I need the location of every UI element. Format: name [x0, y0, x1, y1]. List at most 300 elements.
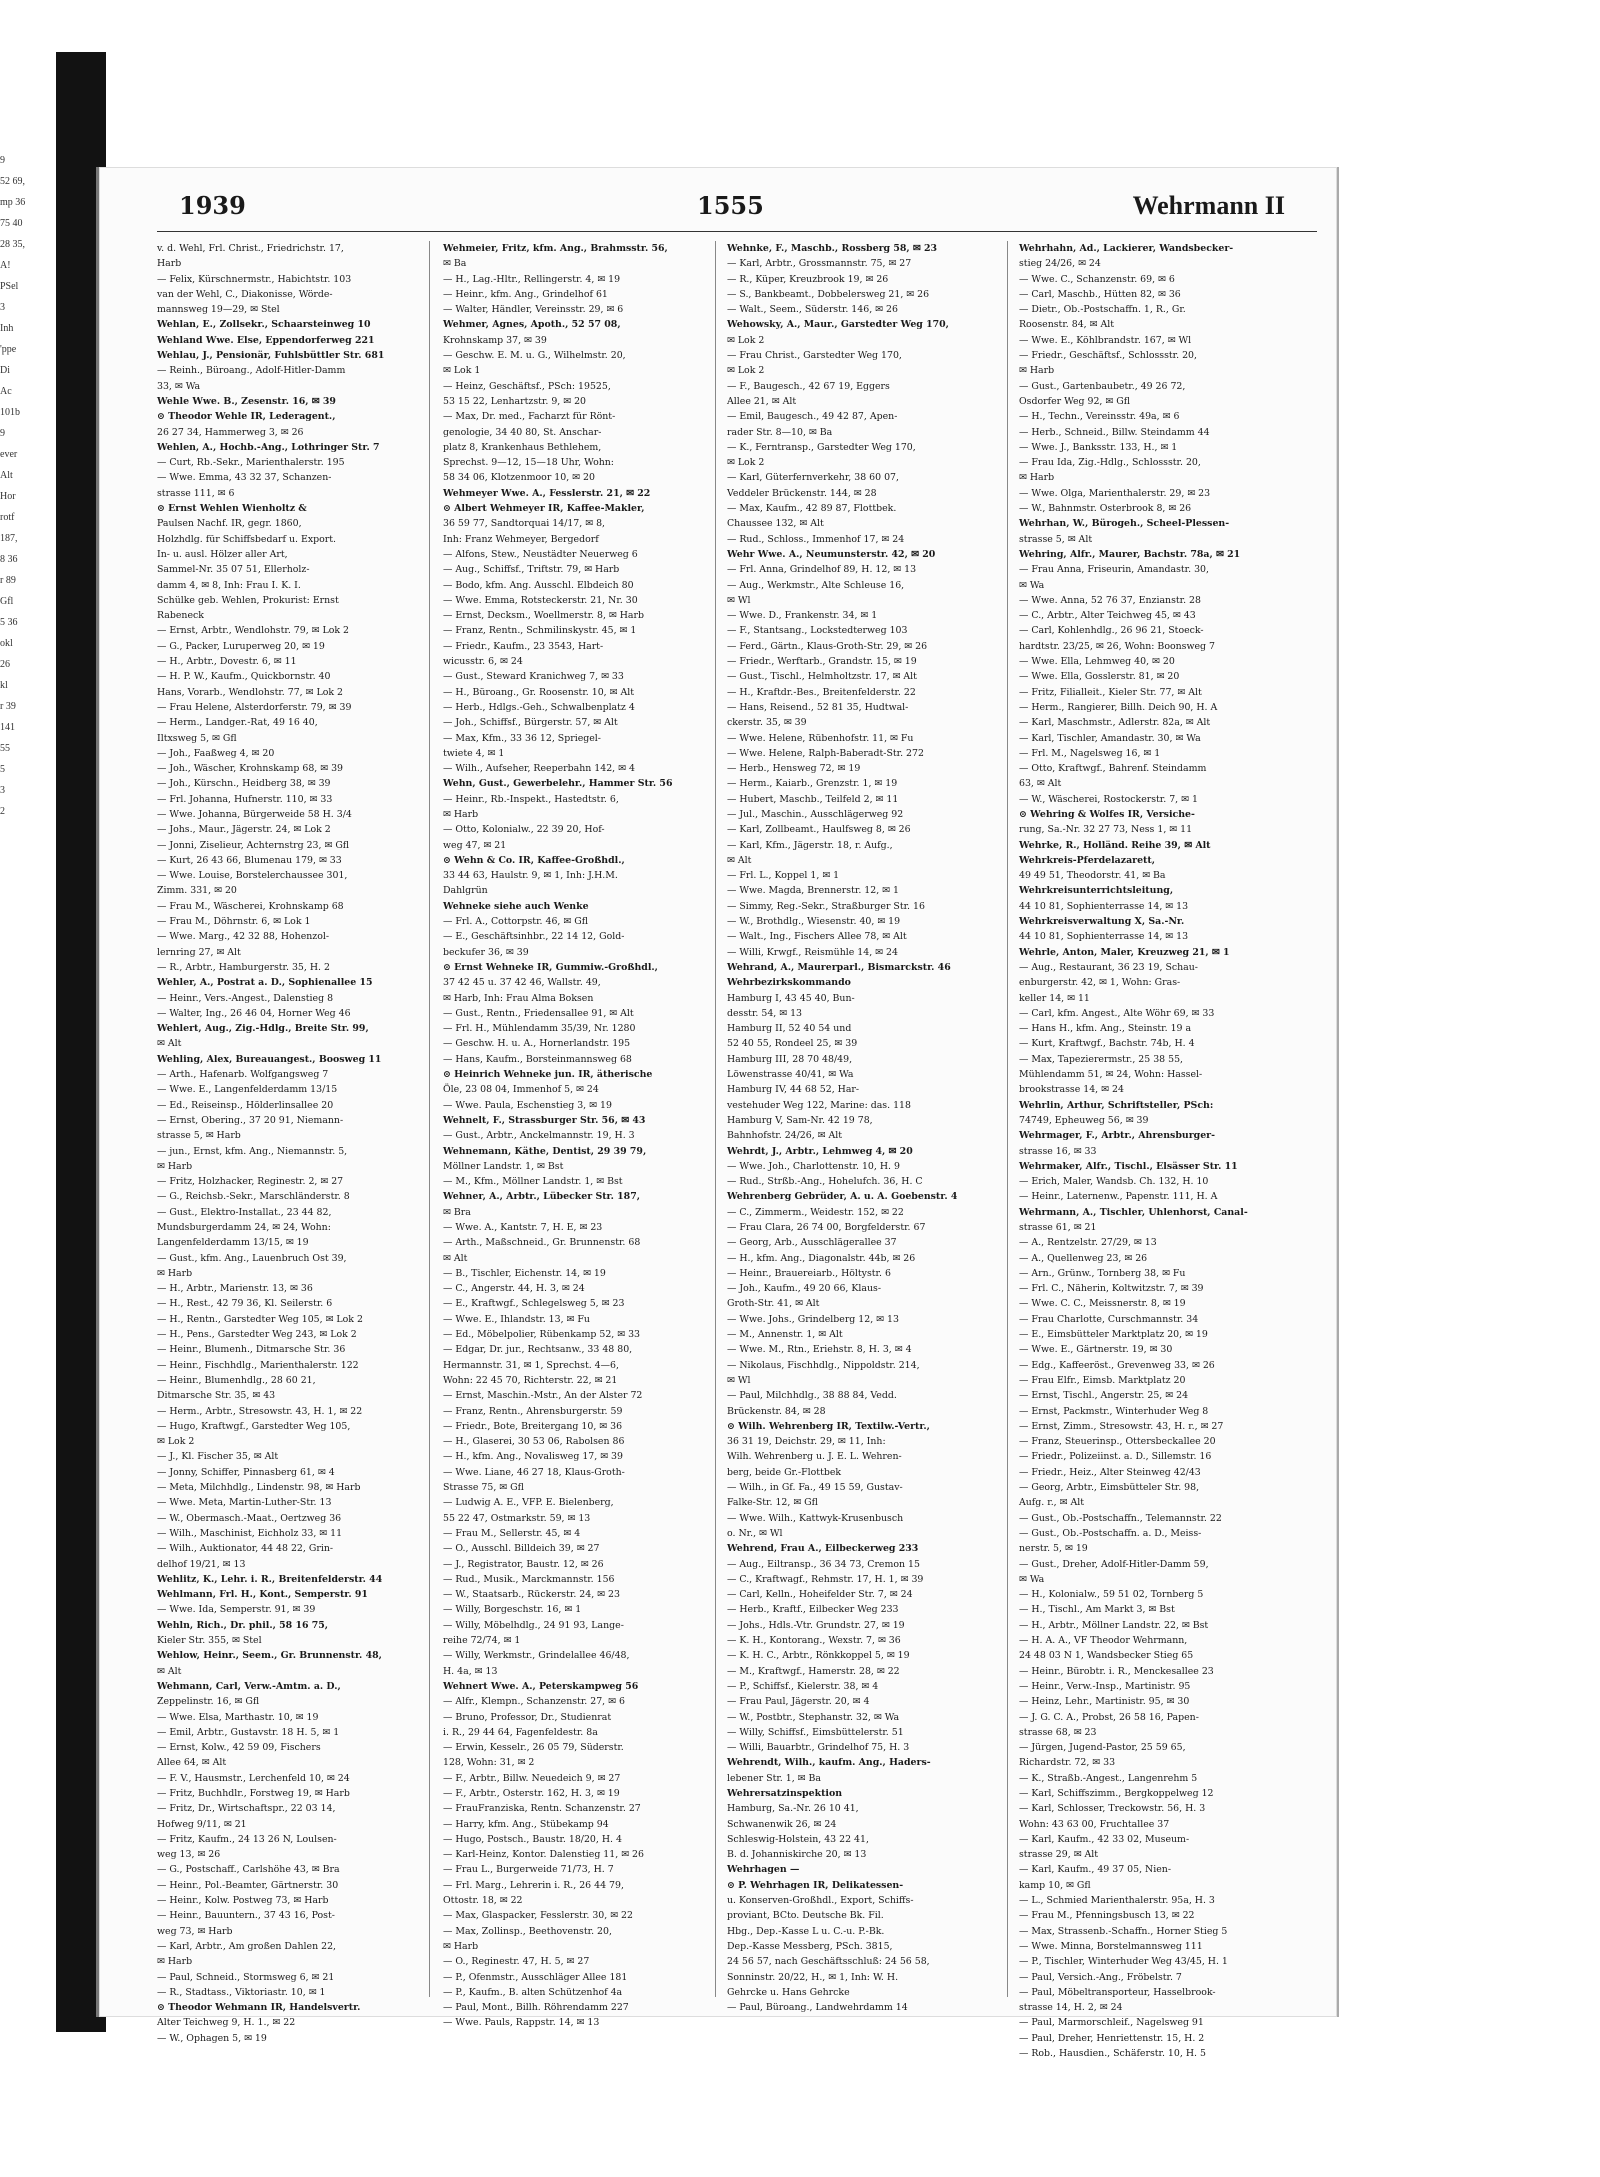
directory-entry: — Gust., Dreher, Adolf-Hitler-Damm 59, [1019, 1558, 1209, 1570]
directory-entry: lebener Str. 1, ✉ Ba [727, 1772, 821, 1784]
directory-entry: Schwanenwik 26, ✉ 24 [727, 1818, 837, 1830]
directory-entry: — W., Bahnmstr. Osterbrook 8, ✉ 26 [1019, 503, 1192, 515]
directory-entry: stieg 24/26, ✉ 24 [1019, 258, 1101, 270]
directory-entry: brookstrasse 14, ✉ 24 [1019, 1084, 1124, 1096]
directory-entry: — Edgar, Dr. jur., Rechtsanw., 33 48 80, [443, 1344, 633, 1356]
directory-entry: — C., Kraftwagf., Rehmstr. 17, H. 1, ✉ 39 [727, 1573, 924, 1585]
directory-entry: Dep.-Kasse Messberg, PSch. 3815, [727, 1940, 893, 1952]
directory-entry: — Wwe. A., Kantstr. 7, H. E, ✉ 23 [443, 1222, 603, 1233]
directory-entry: — Franz, Rentn., Schmilinskystr. 45, ✉ 1 [443, 625, 637, 637]
directory-entry: ✉ Wa [1019, 1573, 1045, 1585]
directory-entry: 52 40 55, Rondeel 25, ✉ 39 [727, 1038, 858, 1050]
directory-entry: — Meta, Milchhdlg., Lindenstr. 98, ✉ Harb [157, 1482, 361, 1494]
directory-entry: strasse 5, ✉ Alt [1019, 533, 1093, 545]
directory-entry: — Heinr., Laternenw., Papenstr. 111, H. A [1019, 1191, 1218, 1203]
directory-entry: — Gust., Rentn., Friedensallee 91, ✉ Alt [443, 1007, 634, 1019]
directory-page [96, 167, 1339, 2060]
directory-entry: — Willy, Werkmstr., Grindelallee 46/48, [443, 1650, 630, 1662]
directory-entry: Hamburg I, 43 45 40, Bun- [727, 992, 855, 1004]
directory-entry: — Harry, kfm. Ang., Stübekamp 94 [443, 1818, 609, 1830]
directory-entry: — Wwe. Helene, Ralph-Baberadt-Str. 272 [727, 747, 924, 759]
directory-entry: i. R., 29 44 64, Fagenfeldestr. 8a [443, 1726, 598, 1738]
directory-entry: Zeppelinstr. 16, ✉ Gfl [157, 1696, 260, 1708]
directory-entry: ⊙ Theodor Wehmann IR, Handelsvertr. [157, 2002, 361, 2014]
directory-entry: — Karl, Arbtr., Am großen Dahlen 22, [157, 1940, 337, 1952]
directory-entry: Hamburg V, Sam-Nr. 42 19 78, [727, 1114, 873, 1126]
directory-entry: — Wwe. Minna, Borstelmannsweg 111 [1019, 1940, 1203, 1952]
directory-entry: — Wilh., in Gf. Fa., 49 15 59, Gustav- [727, 1482, 903, 1494]
directory-entry: 44 10 81, Sophienterrasse 14, ✉ 13 [1019, 931, 1189, 943]
directory-entry: — Herb., Kraftf., Eilbecker Weg 233 [727, 1604, 899, 1616]
directory-entry: ✉ Lok 2 [157, 1436, 195, 1448]
directory-entry: Hbg., Dep.-Kasse L u. C.-u. P.-Bk. [727, 1925, 885, 1937]
directory-entry: — Ludwig A. E., VFP. E. Bielenberg, [443, 1497, 614, 1509]
directory-entry: Kieler Str. 355, ✉ Stel [157, 1635, 262, 1647]
directory-entry: Aufg. r., ✉ Alt [1019, 1497, 1085, 1509]
directory-entry: — K., Straßb.-Angest., Langenrehm 5 [1019, 1772, 1198, 1784]
left-page-fragment: Hor [0, 491, 16, 502]
directory-entry: — Paul, Büroang., Landwehrdamm 14 [727, 2002, 908, 2014]
directory-entry: — Rud., Schloss., Immenhof 17, ✉ 24 [727, 533, 905, 545]
directory-entry: — Joh., Kaufm., 49 20 66, Klaus- [727, 1283, 881, 1295]
directory-entry: — H., kfm. Ang., Diagonalstr. 44b, ✉ 26 [727, 1252, 916, 1264]
directory-entry: — Carl, Kohlenhdlg., 26 96 21, Stoeck- [1019, 625, 1204, 637]
directory-entry: 74749, Epheuweg 56, ✉ 39 [1019, 1114, 1149, 1126]
directory-entry: — Frau Anna, Friseurin, Amandastr. 30, [1019, 564, 1209, 576]
directory-entry: — Herb., Hdlgs.-Geh., Schwalbenplatz 4 [443, 701, 635, 713]
directory-entry: — Herm., Kaiarb., Grenzstr. 1, ✉ 19 [727, 778, 898, 790]
directory-entry: ✉ Lok 2 [727, 457, 765, 469]
directory-entry: — F., Baugesch., 42 67 19, Eggers [727, 380, 890, 392]
directory-entry: Wehrkreisunterrichtsleitung, [1019, 885, 1174, 897]
directory-entry: Sprechst. 9—12, 15—18 Uhr, Wohn: [443, 457, 614, 469]
directory-entry: Wehrle, Anton, Maler, Kreuzweg 21, ✉ 1 [1019, 946, 1230, 958]
directory-entry: Bahnhofstr. 24/26, ✉ Alt [727, 1130, 843, 1142]
directory-entry: — Friedr., Heiz., Alter Steinweg 42/43 [1019, 1466, 1201, 1478]
directory-entry: — Frau Elfr., Eimsb. Marktplatz 20 [1019, 1374, 1186, 1386]
directory-entry: — Joh., Kürschn., Heidberg 38, ✉ 39 [157, 778, 331, 790]
directory-entry: strasse 111, ✉ 6 [157, 487, 235, 499]
directory-entry: H. 4a, ✉ 13 [443, 1665, 498, 1677]
left-page-fragment: 5 36 [0, 617, 18, 628]
directory-entry: — Friedr., Bote, Breitergang 10, ✉ 36 [443, 1420, 623, 1432]
directory-entry: Hamburg IV, 44 68 52, Har- [727, 1084, 860, 1096]
directory-entry: — Frl. M., Nagelsweg 16, ✉ 1 [1019, 747, 1161, 759]
directory-entry: — Heinr., Rb.-Inspekt., Hastedtstr. 6, [443, 793, 619, 805]
directory-entry: — Karl, Maschmstr., Adlerstr. 82a, ✉ Alt [1019, 717, 1211, 729]
directory-entry: — Aug., Werkmstr., Alte Schleuse 16, [727, 579, 905, 591]
column-3 [723, 241, 1008, 2014]
directory-entry: — Gust., kfm. Ang., Lauenbruch Ost 39, [157, 1252, 347, 1264]
directory-entry: Löwenstrasse 40/41, ✉ Wa [727, 1069, 854, 1081]
directory-entry: — Gust., Arbtr., Anckelmannstr. 19, H. 3 [443, 1130, 635, 1142]
directory-entry: — H. P. W., Kaufm., Quickbornstr. 40 [157, 671, 331, 683]
directory-entry: Hamburg, Sa.-Nr. 26 10 41, [727, 1803, 859, 1815]
directory-entry: — Heinr., Pol.-Beamter, Gärtnerstr. 30 [157, 1879, 339, 1891]
directory-entry: rader Str. 8—10, ✉ Ba [727, 426, 833, 438]
directory-entry: Wehr Wwe. A., Neumunsterstr. 42, ✉ 20 [727, 548, 936, 560]
directory-entry: reihe 72/74, ✉ 1 [443, 1635, 521, 1647]
directory-entry: — Wwe. Emma, 43 32 37, Schanzen- [157, 472, 332, 484]
directory-entry: — Arth., Maßschneid., Gr. Brunnenstr. 68 [443, 1237, 641, 1249]
directory-entry: Wehnelt, F., Strassburger Str. 56, ✉ 43 [443, 1114, 646, 1126]
left-page-fragment: 5 [0, 764, 5, 775]
directory-entry: — Wwe. Emma, Rotsteckerstr. 21, Nr. 30 [443, 594, 638, 606]
directory-entry: Paulsen Nachf. IR, gegr. 1860, [157, 518, 302, 530]
directory-entry: Wehmeier, Fritz, kfm. Ang., Brahmsstr. 56, [443, 243, 668, 254]
directory-entry: Hans, Vorarb., Wendlohstr. 77, ✉ Lok 2 [157, 686, 343, 698]
directory-entry: Holzhdlg. für Schiffsbedarf u. Export. [157, 533, 336, 545]
directory-entry: — Emil, Arbtr., Gustavstr. 18 H. 5, ✉ 1 [157, 1726, 340, 1738]
directory-entry: Wilh. Wehrenberg u. J. E. L. Wehren- [727, 1451, 902, 1463]
column-4 [1015, 241, 1319, 2060]
directory-entry: Hamburg III, 28 70 48/49, [727, 1053, 853, 1065]
directory-entry: Wehnemann, Käthe, Dentist, 29 39 79, [443, 1145, 647, 1157]
directory-entry: — Paul, Schneid., Stormsweg 6, ✉ 21 [157, 1971, 335, 1983]
directory-entry: genologie, 34 40 80, St. Anschar- [443, 426, 602, 438]
directory-entry: Wehln, Rich., Dr. phil., 58 16 75, [157, 1619, 329, 1631]
directory-entry: — Wwe. Ida, Semperstr. 91, ✉ 39 [157, 1604, 316, 1616]
directory-entry: — Wwe. C., Schanzenstr. 69, ✉ 6 [1019, 273, 1175, 285]
directory-entry: — Gust., Ob.-Postschaffn. a. D., Meiss- [1019, 1527, 1202, 1539]
directory-entry: berg, beide Gr.-Flottbek [727, 1466, 842, 1478]
directory-entry: — P., Tischler, Winterhuder Weg 43/45, H. 1 [1019, 1956, 1228, 1968]
directory-entry: strasse 61, ✉ 21 [1019, 1222, 1097, 1233]
left-page-fragment: ever [0, 449, 18, 460]
directory-entry: Roosenstr. 84, ✉ Alt [1019, 319, 1114, 331]
directory-entry: weg 73, ✉ Harb [157, 1925, 233, 1937]
directory-entry: — Frau Helene, Alsterdorferstr. 79, ✉ 39 [157, 701, 352, 713]
directory-entry: — Gust., Elektro-Installat., 23 44 82, [157, 1206, 332, 1218]
directory-entry: 24 48 03 N 1, Wandsbecker Stieg 65 [1019, 1650, 1194, 1662]
directory-entry: — Karl, Tischler, Amandastr. 30, ✉ Wa [1019, 732, 1201, 744]
directory-entry: weg 47, ✉ 21 [443, 839, 507, 851]
directory-entry: — O., Ausschl. Billdeich 39, ✉ 27 [443, 1543, 600, 1555]
directory-entry: — Wwe. E., Ihlandstr. 13, ✉ Fu [443, 1313, 590, 1325]
directory-entry: — H., Arbtr., Dovestr. 6, ✉ 11 [157, 656, 297, 668]
directory-entry: — Wilh., Auktionator, 44 48 22, Grin- [157, 1543, 334, 1555]
directory-entry: — Wwe. M., Rtn., Eriehstr. 8, H. 3, ✉ 4 [727, 1344, 912, 1356]
directory-entry: — Paul, Marmorschleif., Nagelsweg 91 [1019, 2017, 1204, 2029]
directory-entry: Möllner Landstr. 1, ✉ Bst [443, 1160, 564, 1172]
directory-entry: Wehrlin, Arthur, Schriftsteller, PSch: [1019, 1099, 1214, 1111]
directory-entry: — Frl. Anna, Grindelhof 89, H. 12, ✉ 13 [727, 564, 917, 576]
directory-entry: — Karl, Kaufm., 49 37 05, Nien- [1019, 1864, 1171, 1876]
directory-entry: — H., Glaserei, 30 53 06, Rabolsen 86 [443, 1436, 625, 1448]
directory-entry: — R., Arbtr., Hamburgerstr. 35, H. 2 [157, 961, 330, 973]
directory-entry: — Alfr., Klempn., Schanzenstr. 27, ✉ 6 [443, 1696, 625, 1708]
directory-entry: 37 42 45 u. 37 42 46, Wallstr. 49, [443, 977, 601, 989]
directory-entry: — Heinr., kfm. Ang., Grindelhof 61 [443, 288, 608, 300]
directory-entry: — Jul., Maschin., Ausschlägerweg 92 [727, 808, 904, 820]
directory-entry: ✉ Wl [727, 594, 751, 606]
directory-entry: ✉ Alt [727, 854, 752, 866]
directory-entry: — Fritz, Kaufm., 24 13 26 N, Loulsen- [157, 1833, 337, 1845]
directory-entry: Wehrkreis-Pferdelazarett, [1019, 854, 1155, 866]
directory-entry: — Frl. L., Koppel 1, ✉ 1 [727, 870, 840, 882]
directory-entry: v. d. Wehl, Frl. Christ., Friedrichstr. 17, [157, 243, 344, 254]
directory-entry: — Willy, Borgeschstr. 16, ✉ 1 [443, 1604, 582, 1616]
directory-entry: Veddeler Brückenstr. 144, ✉ 28 [727, 487, 877, 499]
directory-entry: — E., Geschäftsinhbr., 22 14 12, Gold- [443, 931, 625, 943]
directory-entry: — Joh., Wäscher, Krohnskamp 68, ✉ 39 [157, 763, 344, 775]
directory-entry: — Wwe. Olga, Marienthalerstr. 29, ✉ 23 [1019, 487, 1211, 499]
directory-entry: 24 56 57, nach Geschäftsschluß: 24 56 58, [727, 1956, 930, 1968]
directory-entry: — Wwe. Johs., Grindelberg 12, ✉ 13 [727, 1313, 899, 1325]
directory-entry: 44 10 81, Sophienterrasse 14, ✉ 13 [1019, 900, 1189, 912]
directory-entry: Strasse 75, ✉ Gfl [443, 1482, 524, 1494]
directory-entry: Wohn: 22 45 70, Richterstr. 22, ✉ 21 [443, 1374, 618, 1386]
directory-entry: weg 13, ✉ 26 [157, 1849, 221, 1861]
directory-entry: — Jonni, Ziselieur, Achternstrg 23, ✉ Gfl [157, 839, 350, 851]
directory-entry: Wehlitz, K., Lehr. i. R., Breitenfelderstr. 44 [157, 1573, 383, 1585]
directory-entry: — R., Stadtass., Viktoriastr. 10, ✉ 1 [157, 1986, 326, 1998]
directory-entry: Wehle Wwe. B., Zesenstr. 16, ✉ 39 [157, 395, 336, 407]
directory-entry: 49 49 51, Theodorstr. 41, ✉ Ba [1019, 870, 1166, 882]
directory-entry: — Max, Kfm., 33 36 12, Spriegel- [443, 732, 601, 744]
left-page-fragment: r 39 [0, 701, 16, 712]
directory-entry: — Fritz, Buchhdlr., Forstweg 19, ✉ Harb [157, 1787, 350, 1799]
directory-entry: — C., Zimmerm., Weidestr. 152, ✉ 22 [727, 1206, 904, 1218]
column-2 [439, 241, 716, 2029]
directory-entry: — Wwe. E., Gärtnerstr. 19, ✉ 30 [1019, 1344, 1173, 1356]
directory-entry: — Heinz, Geschäftsf., PSch: 19525, [443, 380, 611, 392]
directory-entry: — Hans, Kaufm., Borsteinmannsweg 68 [443, 1053, 632, 1065]
directory-entry: — Fritz, Filialleit., Kieler Str. 77, ✉ Alt [1019, 686, 1202, 698]
left-page-fragment: 187, [0, 533, 18, 544]
directory-entry: — Herb., Hensweg 72, ✉ 19 [727, 763, 861, 775]
directory-entry: Falke-Str. 12, ✉ Gfl [727, 1497, 818, 1509]
directory-entry: Wehner, A., Arbtr., Lübecker Str. 187, [443, 1191, 640, 1203]
directory-entry: Wehrenberg Gebrüder, A. u. A. Goebenstr. 4 [727, 1191, 958, 1203]
directory-entry: — H., Kolonialw., 59 51 02, Tornberg 5 [1019, 1589, 1204, 1601]
directory-entry: — Willy, Schiffsf., Eimsbüttelerstr. 51 [727, 1726, 904, 1738]
directory-entry: — Rud., Musik., Marckmannstr. 156 [443, 1573, 615, 1585]
directory-entry: Schleswig-Holstein, 43 22 41, [727, 1833, 869, 1845]
directory-entry: — M., Kfm., Möllner Landstr. 1, ✉ Bst [443, 1176, 623, 1188]
directory-entry: — Heinz, Lehr., Martinistr. 95, ✉ 30 [1019, 1696, 1190, 1708]
directory-entry: — W., Postbtr., Stephanstr. 32, ✉ Wa [727, 1711, 900, 1723]
directory-entry: — P., Ofenmstr., Ausschläger Allee 181 [443, 1971, 628, 1983]
directory-entry: — Geschw. E. M. u. G., Wilhelmstr. 20, [443, 350, 626, 362]
directory-entry: — W., Ophagen 5, ✉ 19 [157, 2032, 267, 2044]
directory-entry: — Erwin, Kesselr., 26 05 79, Süderstr. [443, 1742, 624, 1754]
directory-entry: — C., Arbtr., Alter Teichweg 45, ✉ 43 [1019, 610, 1196, 622]
directory-entry: ✉ Alt [443, 1252, 468, 1264]
directory-entry: — H., Pens., Garstedter Weg 243, ✉ Lok 2 [157, 1329, 357, 1341]
directory-entry: Hofweg 9/11, ✉ 21 [157, 1818, 247, 1830]
directory-entry: — Wwe. C. C., Meissnerstr. 8, ✉ 19 [1019, 1298, 1186, 1310]
directory-entry: — Willy, Möbelhdlg., 24 91 93, Lange- [443, 1619, 624, 1631]
directory-entry: platz 8, Krankenhaus Bethlehem, [443, 441, 602, 453]
directory-entry: — Ernst, Packmstr., Winterhuder Weg 8 [1019, 1405, 1209, 1417]
directory-entry: Wehrend, Frau A., Eilbeckerweg 233 [727, 1543, 919, 1555]
directory-entry: — Friedr., Kaufm., 23 3543, Hart- [443, 640, 604, 652]
directory-entry: — Frl. A., Cottorpstr. 46, ✉ Gfl [443, 916, 588, 928]
directory-entry: — Aug., Eiltransp., 36 34 73, Cremon 15 [727, 1558, 920, 1570]
directory-entry: — Wilh., Aufseher, Reeperbahn 142, ✉ 4 [443, 763, 635, 775]
directory-entry: — Wwe. Elsa, Marthastr. 10, ✉ 19 [157, 1711, 319, 1723]
left-page-fragment: 8 36 [0, 554, 18, 565]
directory-entry: — Wwe. Johanna, Bürgerweide 58 H. 3/4 [157, 808, 352, 820]
directory-entry: — Franz, Rentn., Ahrensburgerstr. 59 [443, 1405, 623, 1417]
left-page-fragment: 28 35, [0, 239, 25, 250]
directory-entry: Chaussee 132, ✉ Alt [727, 518, 824, 530]
directory-entry: Rabeneck [157, 610, 204, 622]
directory-entry: o. Nr., ✉ Wl [727, 1527, 783, 1539]
directory-entry: Wehlen, A., Hochb.-Ang., Lothringer Str. 7 [157, 441, 380, 453]
directory-entry: — Heinr., Vers.-Angest., Dalenstieg 8 [157, 992, 334, 1004]
directory-entry: — Frau Clara, 26 74 00, Borgfelderstr. 67 [727, 1222, 926, 1233]
directory-entry: B. d. Johanniskirche 20, ✉ 13 [727, 1849, 867, 1861]
directory-entry: — Otto, Kolonialw., 22 39 20, Hof- [443, 824, 605, 836]
directory-entry: Brückenstr. 84, ✉ 28 [727, 1405, 826, 1417]
directory-entry: — Walter, Ing., 26 46 04, Horner Weg 46 [157, 1007, 351, 1019]
directory-entry: Wehland Wwe. Else, Eppendorferweg 221 [157, 334, 375, 346]
page-header [99, 191, 1337, 231]
directory-entry: — E., Eimsbütteler Marktplatz 20, ✉ 19 [1019, 1329, 1208, 1341]
header-rule [157, 231, 1317, 232]
directory-entry: — W., Brothdlg., Wiesenstr. 40, ✉ 19 [727, 916, 901, 928]
left-page-fragment: r 89 [0, 575, 16, 586]
directory-entry: — H., Rentn., Garstedter Weg 105, ✉ Lok 2 [157, 1313, 363, 1325]
directory-entry: — Ernst, Obering., 37 20 91, Niemann- [157, 1114, 344, 1126]
directory-entry: ✉ Harb [157, 1267, 193, 1279]
directory-entry: Allee 21, ✉ Alt [727, 395, 797, 407]
left-page-fragment: Gfl [0, 596, 14, 607]
directory-entry: — Wwe. Helene, Rübenhofstr. 11, ✉ Fu [727, 732, 914, 744]
directory-entry: Inh: Franz Wehmeyer, Bergedorf [443, 533, 599, 545]
directory-entry: — Ed., Möbelpolier, Rübenkamp 52, ✉ 33 [443, 1329, 641, 1341]
directory-entry: — H., Tischl., Am Markt 3, ✉ Bst [1019, 1604, 1175, 1616]
directory-entry: desstr. 54, ✉ 13 [727, 1007, 803, 1019]
directory-entry: mannsweg 19—29, ✉ Stel [157, 304, 280, 316]
directory-entry: — Frau M., Sellerstr. 45, ✉ 4 [443, 1527, 581, 1539]
directory-entry: — S., Bankbeamt., Dobbelersweg 21, ✉ 26 [727, 288, 930, 300]
directory-entry: — Heinr., Blumenh., Ditmarsche Str. 36 [157, 1344, 346, 1356]
directory-entry: 36 31 19, Deichstr. 29, ✉ 11, Inh: [727, 1436, 886, 1448]
directory-entry: — Heinr., Kolw. Postweg 73, ✉ Harb [157, 1895, 329, 1907]
directory-entry: — F. V., Hausmstr., Lerchenfeld 10, ✉ 24 [157, 1772, 350, 1784]
directory-entry: — Nikolaus, Fischhdlg., Nippoldstr. 214, [727, 1359, 920, 1371]
directory-entry: — Wilh., Maschinist, Eichholz 33, ✉ 11 [157, 1527, 343, 1539]
directory-entry: Wehrmaker, Alfr., Tischl., Elsässer Str. 11 [1019, 1160, 1238, 1172]
directory-entry: — Dietr., Ob.-Postschaffn. 1, R., Gr. [1019, 304, 1186, 316]
directory-entry: — H., Arbtr., Möllner Landstr. 22, ✉ Bst [1019, 1619, 1209, 1631]
left-page-fragment: 55 [0, 743, 10, 754]
directory-entry: ✉ Harb [443, 1940, 479, 1952]
left-page-fragment: 9 [0, 155, 5, 166]
directory-entry: rung, Sa.-Nr. 32 27 73, Ness 1, ✉ 11 [1019, 824, 1193, 836]
directory-entry: — Joh., Schiffsf., Bürgerstr. 57, ✉ Alt [443, 717, 618, 729]
directory-entry: — Arn., Grünw., Tornberg 38, ✉ Fu [1019, 1267, 1186, 1279]
directory-entry: — Karl, Arbtr., Grossmannstr. 75, ✉ 27 [727, 258, 912, 270]
directory-entry: hardtstr. 23/25, ✉ 26, Wohn: Boonsweg 7 [1019, 640, 1215, 652]
directory-entry: — Herm., Rangierer, Billh. Deich 90, H. A [1019, 701, 1218, 713]
directory-entry: — Wwe. Joh., Charlottenstr. 10, H. 9 [727, 1160, 900, 1172]
directory-entry: — Frau Charlotte, Curschmannstr. 34 [1019, 1313, 1199, 1325]
directory-entry: — Carl, Maschb., Hütten 82, ✉ 36 [1019, 288, 1181, 300]
directory-entry: 33, ✉ Wa [157, 380, 201, 392]
directory-entry: — J., Kl. Fischer 35, ✉ Alt [157, 1451, 279, 1463]
directory-entry: strasse 14, H. 2, ✉ 24 [1019, 2002, 1123, 2014]
directory-entry: — Max, Strassenb.-Schaffn., Horner Stieg 5 [1019, 1925, 1228, 1937]
left-page-fragment: mp 36 [0, 197, 26, 208]
directory-entry: — J., Registrator, Baustr. 12, ✉ 26 [443, 1558, 604, 1570]
directory-entry: — Paul, Möbeltransporteur, Hasselbrook- [1019, 1986, 1216, 1998]
directory-entry: Wehrmann, A., Tischler, Uhlenhorst, Canal- [1019, 1206, 1248, 1218]
directory-entry: Wehlan, E., Zollsekr., Schaarsteinweg 10 [157, 319, 371, 331]
directory-entry: — Heinr., Bürobtr. i. R., Menckesallee 23 [1019, 1665, 1214, 1677]
directory-entry: strasse 16, ✉ 33 [1019, 1145, 1097, 1157]
directory-entry: — Wwe. E., Köhlbrandstr. 167, ✉ Wl [1019, 334, 1192, 346]
directory-entry: beckufer 36, ✉ 39 [443, 946, 529, 958]
directory-entry: Schülke geb. Wehlen, Prokurist: Ernst [157, 594, 339, 606]
directory-entry: Krohnskamp 37, ✉ 39 [443, 334, 547, 346]
directory-entry: ✉ Harb, Inh: Frau Alma Boksen [443, 992, 594, 1004]
directory-entry: — Wwe. Ella, Lehmweg 40, ✉ 20 [1019, 656, 1175, 668]
directory-entry: Richardstr. 72, ✉ 33 [1019, 1757, 1116, 1769]
directory-entry: — Herm., Landger.-Rat, 49 16 40, [157, 717, 318, 729]
directory-entry: — Max, Dr. med., Facharzt für Rönt- [443, 411, 616, 423]
directory-entry: — H., Büroang., Gr. Roosenstr. 10, ✉ Alt [443, 686, 634, 698]
left-page-fragment: 141 [0, 722, 15, 733]
directory-entry: Wehrmager, F., Arbtr., Ahrensburger- [1019, 1130, 1216, 1142]
directory-entry: Ditmarsche Str. 35, ✉ 43 [157, 1390, 276, 1402]
directory-entry: ⊙ Wilh. Wehrenberg IR, Textilw.-Vertr., [727, 1420, 930, 1432]
directory-entry: — R., Küper, Kreuzbrook 19, ✉ 26 [727, 273, 889, 285]
directory-entry: — Wwe. Wilh., Kattwyk-Krusenbusch [727, 1512, 904, 1524]
directory-entry: ⊙ Heinrich Wehneke jun. IR, ätherische [443, 1069, 653, 1081]
directory-entry: — Heinr., Brauereiarb., Höltystr. 6 [727, 1267, 891, 1279]
directory-entry: ⊙ Theodor Wehle IR, Lederagent., [157, 411, 336, 423]
directory-entry: — Walter, Händler, Vereinsstr. 29, ✉ 6 [443, 304, 624, 316]
directory-entry: — B., Tischler, Eichenstr. 14, ✉ 19 [443, 1267, 606, 1279]
directory-entry: ✉ Wl [727, 1374, 751, 1386]
directory-entry: — A., Quellenweg 23, ✉ 26 [1019, 1252, 1148, 1264]
directory-entry: — Georg, Arb., Ausschlägerallee 37 [727, 1237, 897, 1249]
directory-entry: Hamburg II, 52 40 54 und [727, 1023, 852, 1035]
directory-entry: ✉ Bra [443, 1206, 471, 1218]
directory-entry: — Frl. Marg., Lehrerin i. R., 26 44 79, [443, 1879, 624, 1891]
directory-entry: Wehling, Alex, Bureauangest., Boosweg 11 [157, 1053, 382, 1065]
directory-entry: Wehler, A., Postrat a. D., Sophienallee 15 [157, 977, 373, 989]
directory-entry: — Franz, Steuerinsp., Ottersbeckallee 20 [1019, 1436, 1216, 1448]
directory-entry: Wehrkreisverwaltung X, Sa.-Nr. [1019, 916, 1185, 928]
directory-entry: — Herb., Schneid., Billw. Steindamm 44 [1019, 426, 1210, 438]
directory-entry: Wehlert, Aug., Zig.-Hdlg., Breite Str. 99, [157, 1023, 369, 1035]
directory-entry: — Walt., Ing., Fischers Allee 78, ✉ Alt [727, 931, 907, 943]
directory-entry: — jun., Ernst, kfm. Ang., Niemannstr. 5, [157, 1145, 348, 1157]
directory-entry: — Frau M., Pfenningsbusch 13, ✉ 22 [1019, 1910, 1195, 1922]
directory-entry: Gehrcke u. Hans Gehrcke [727, 1986, 850, 1998]
directory-entry: nerstr. 5, ✉ 19 [1019, 1543, 1088, 1555]
directory-entry: Sonninstr. 20/22, H., ✉ 1, Inh: W. H. [727, 1971, 899, 1983]
directory-entry: — Frau L., Burgerweide 71/73, H. 7 [443, 1864, 614, 1876]
directory-entry: — Frau Christ., Garstedter Weg 170, [727, 350, 902, 362]
directory-entry: — Karl, Schiffszimm., Bergkoppelweg 12 [1019, 1787, 1214, 1799]
directory-entry: Wehrbezirkskommando [727, 977, 851, 989]
directory-entry: — Heinr., Verw.-Insp., Martinistr. 95 [1019, 1680, 1191, 1692]
directory-entry: — Jonny, Schiffer, Pinnasberg 61, ✉ 4 [157, 1466, 335, 1478]
directory-entry: ⊙ Albert Wehmeyer IR, Kaffee-Makler, [443, 503, 645, 515]
directory-entry: ✉ Harb [157, 1160, 193, 1172]
directory-entry: — Curt, Rb.-Sekr., Marienthalerstr. 195 [157, 457, 345, 469]
directory-entry: — Ed., Reiseinsp., Hölderlinsallee 20 [157, 1099, 334, 1111]
directory-entry: — O., Reginestr. 47, H. 5, ✉ 27 [443, 1956, 590, 1968]
directory-entry: — Emil, Baugesch., 49 42 87, Apen- [727, 411, 898, 423]
directory-entry: — P., Kaufm., B. alten Schützenhof 4a [443, 1986, 623, 1998]
